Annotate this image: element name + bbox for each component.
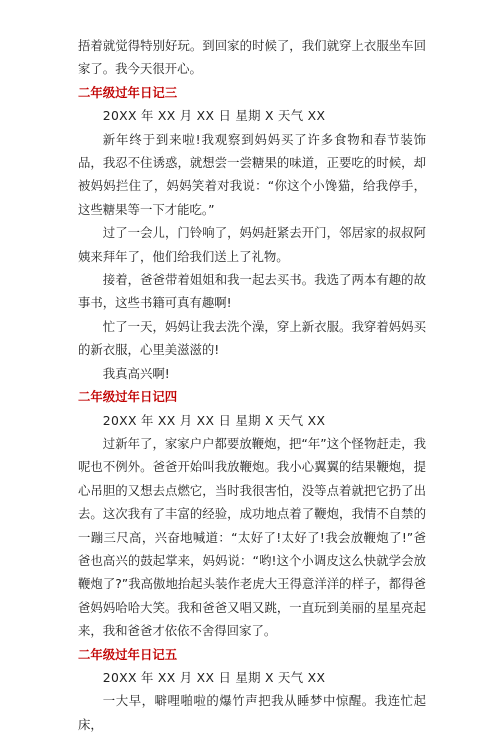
body-paragraph: 过新年了，家家户户都要放鞭炮，把“年”这个怪物赶走，我呢也不例外。爸爸开始叫我放鞭炮。我小心翼翼的结果鞭炮，提心吊胆的又想去点燃它，当时我很害怕，没等点着就把它扔了出去。这次我有了丰富的经验，成功地点着了鞭炮，我情不自禁的一蹦三尺高，兴奋地喊道：“太好了!太好了!我会放鞭炮了!”爸爸也高兴的鼓起掌来，妈妈说：“哟!这个小调皮这么快就学会放鞭炮了?”我高傲地抬起头装作老虎大王得意洋洋的样子，都得爸爸妈妈哈哈大笑。我和爸爸又唱又跳，一直玩到美丽的星星亮起来，我和爸爸才依依不舍得回家了。 [78,435,426,639]
section-heading: 二年级过年日记四 [78,389,178,405]
body-paragraph: 接着，爸爸带着姐姐和我一起去买书。我选了两本有趣的故事书，这些书籍可真有趣啊! [78,272,426,311]
body-paragraph: 新年终于到来啦!我观察到妈妈买了许多食物和春节装饰品，我忍不住诱惑，就想尝一尝糖果的味道，正要吃的时候，却被妈妈拦住了，妈妈笑着对我说：“你这个小馋猫，给我停手，这些糖果等一下才能吃。” [78,131,426,217]
body-paragraph: 我真高兴啊! [102,365,170,381]
section-dateline: 20XX 年 XX 月 XX 日 星期 X 天气 XX [102,108,326,124]
intro-paragraph: 捂着就觉得特别好玩。到回家的时候了，我们就穿上衣服坐车回家了。我今天很开心。 [78,38,426,77]
section-heading: 二年级过年日记三 [78,84,178,100]
diary-content [78,34,426,736]
body-paragraph: 忙了一天，妈妈让我去洗个澡，穿上新衣服。我穿着妈妈买的新衣服，心里美滋滋的! [78,318,426,358]
section-dateline: 20XX 年 XX 月 XX 日 星期 X 天气 XX [102,669,326,685]
section-heading: 二年级过年日记五 [78,646,178,662]
section-dateline: 20XX 年 XX 月 XX 日 星期 X 天气 XX [102,412,326,428]
body-paragraph: 一大早，噼哩啪啦的爆竹声把我从睡梦中惊醒。我连忙起床， [78,693,426,732]
body-paragraph: 过了一会儿，门铃响了，妈妈赶紧去开门，邻居家的叔叔阿姨来拜年了，他们给我们送上了礼物。 [78,225,426,264]
